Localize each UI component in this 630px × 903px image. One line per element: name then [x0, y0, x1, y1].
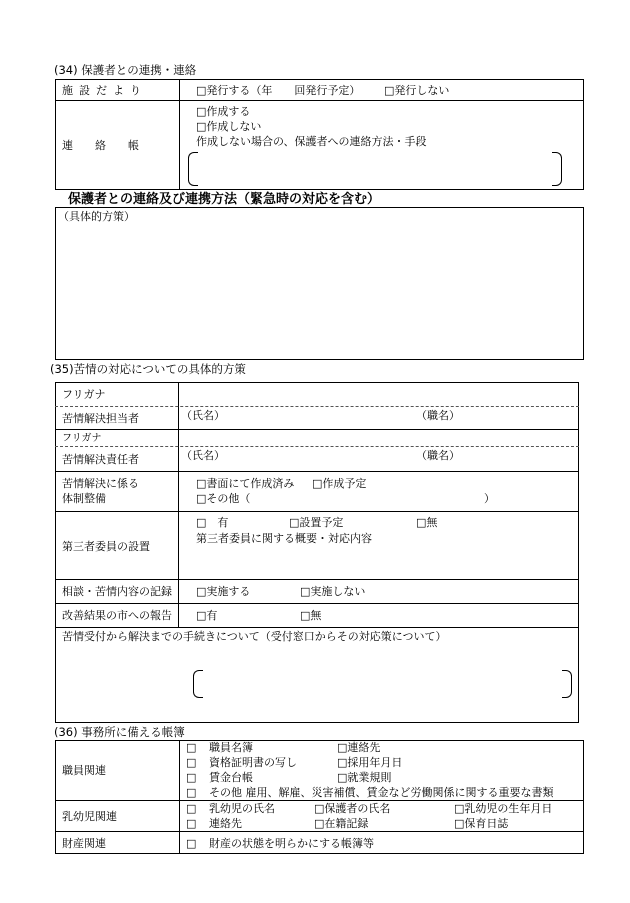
left-bracket — [193, 670, 203, 698]
third-party-option-planned[interactable]: □設置予定 — [289, 516, 344, 529]
child-birthdate[interactable]: □乳幼児の生年月日 — [454, 802, 553, 815]
notebook-label: 連 絡 帳 — [62, 139, 139, 152]
complaint-manager-label: 苦情解決担当者 — [62, 412, 139, 425]
section-34-title: (34) 保護者との連携・連絡 — [54, 63, 197, 77]
system-label-line1: 苦情解決に係る — [62, 477, 139, 490]
responsible-post-label: （職名） — [416, 449, 460, 462]
newsletter-label: 施設だより — [62, 84, 147, 97]
child-contact-checkbox[interactable]: □ — [186, 817, 197, 830]
newsletter-option-issue[interactable]: □発行する（年 回発行予定） — [196, 84, 361, 97]
staff-other: その他 雇用、解雇、災害補償、賃金など労働関係に関する重要な書類 — [209, 786, 554, 799]
staff-work-rules[interactable]: □就業規則 — [337, 771, 392, 784]
newsletter-option-no-issue[interactable]: □発行しない — [384, 84, 450, 97]
notebook-option-not-create[interactable]: □作成しない — [196, 120, 262, 133]
staff-other-checkbox[interactable]: □ — [186, 786, 197, 799]
staff-payroll-checkbox[interactable]: □ — [186, 771, 197, 784]
childcare-diary[interactable]: □保育日誌 — [454, 817, 509, 830]
system-option-planned[interactable]: □作成予定 — [312, 477, 367, 490]
record-option-yes[interactable]: □実施する — [196, 585, 251, 598]
staff-label: 職員関連 — [62, 764, 106, 777]
record-label: 相談・苦情内容の記録 — [62, 585, 172, 598]
manager-name-label: （氏名） — [181, 409, 225, 422]
report-label: 改善結果の市への報告 — [62, 609, 172, 622]
staff-qualification-checkbox[interactable]: □ — [186, 756, 197, 769]
system-option-other[interactable]: □その他（ — [196, 492, 251, 505]
asset-ledger: 財産の状態を明らかにする帳簿等 — [209, 837, 374, 850]
emergency-contact-hint: （具体的方策） — [58, 210, 135, 223]
report-option-yes[interactable]: □有 — [196, 609, 218, 622]
left-bracket — [188, 152, 198, 186]
manager-post-label: （職名） — [416, 409, 460, 422]
furigana-label-2: フリガナ — [62, 433, 102, 444]
asset-label: 財産関連 — [62, 837, 106, 850]
section-36-title: (36) 事務所に備える帳簿 — [54, 725, 185, 739]
third-party-note: 第三者委員に関する概要・対応内容 — [196, 532, 372, 545]
third-party-label: 第三者委員の設置 — [62, 540, 150, 553]
notebook-option-create[interactable]: □作成する — [196, 105, 251, 118]
child-name: 乳幼児の氏名 — [209, 802, 275, 815]
notebook-alt-method-label: 作成しない場合の、保護者への連絡方法・手段 — [196, 135, 427, 148]
emergency-contact-box[interactable] — [55, 207, 584, 360]
child-label: 乳幼児関連 — [62, 810, 117, 823]
right-bracket — [552, 152, 562, 186]
complaint-responsible-label: 苦情解決責任者 — [62, 453, 139, 466]
staff-contact[interactable]: □連絡先 — [337, 741, 381, 754]
section-35-title: (35)苦情の対応についての具体的方策 — [50, 362, 246, 376]
staff-roster-checkbox[interactable]: □ — [186, 741, 197, 754]
report-option-no[interactable]: □無 — [300, 609, 322, 622]
child-contact: 連絡先 — [209, 817, 242, 830]
system-option-written[interactable]: □書面にて作成済み — [196, 477, 295, 490]
record-option-no[interactable]: □実施しない — [300, 585, 366, 598]
third-party-option-no[interactable]: □無 — [416, 516, 438, 529]
right-bracket — [562, 670, 572, 698]
emergency-contact-title: 保護者との連絡及び連携方法（緊急時の対応を含む） — [68, 192, 381, 207]
system-label-line2: 体制整備 — [62, 492, 106, 505]
asset-ledger-checkbox[interactable]: □ — [186, 837, 197, 850]
enrollment-record[interactable]: □在籍記録 — [314, 817, 369, 830]
staff-qualification: 資格証明書の写し — [209, 756, 297, 769]
procedure-label: 苦情受付から解決までの手続きについて（受付窓口からその対応策について） — [62, 630, 447, 643]
third-party-option-yes[interactable]: □ 有 — [196, 516, 229, 529]
child-name-checkbox[interactable]: □ — [186, 802, 197, 815]
responsible-name-label: （氏名） — [181, 449, 225, 462]
staff-payroll: 賃金台帳 — [209, 771, 253, 784]
furigana-label-1: フリガナ — [62, 388, 106, 401]
guardian-name[interactable]: □保護者の氏名 — [314, 802, 391, 815]
staff-hire-date[interactable]: □採用年月日 — [337, 756, 403, 769]
system-other-close-paren: ） — [484, 492, 495, 505]
staff-roster: 職員名簿 — [209, 741, 253, 754]
